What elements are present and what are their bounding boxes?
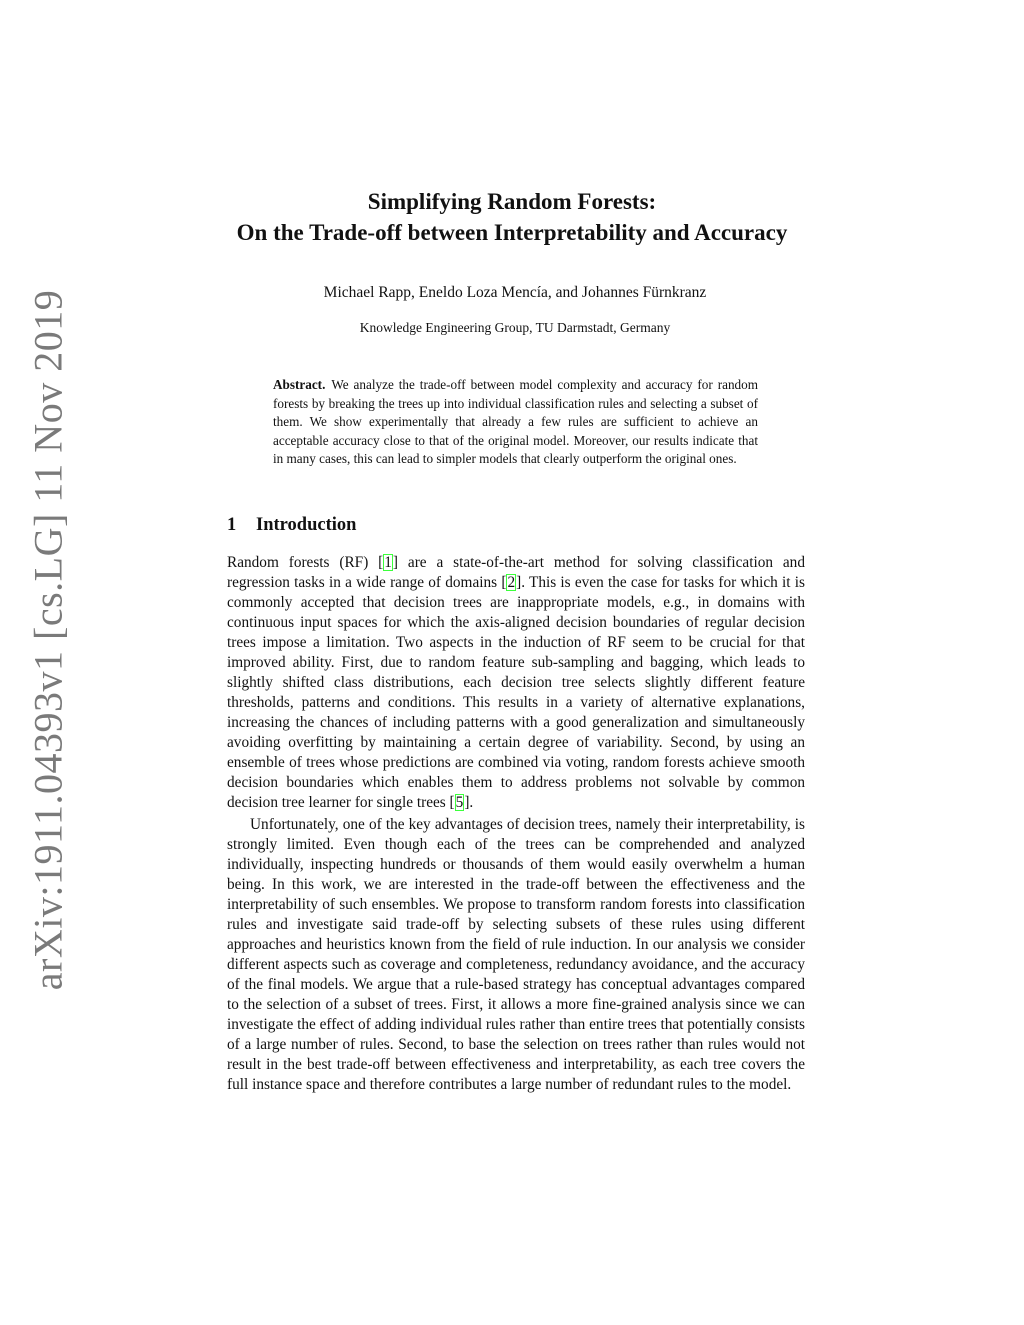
section-number: 1 (227, 515, 237, 535)
paragraph-text: ]. This is even the case for tasks for which it is commonly accepted that decision trees are inappropriate models, e.g., in domains with continuous input spaces for which the axis-aligned decision boundaries of regular decision trees impose a limitation. Two aspects in the induction of RF seem to be crucial for that improved ability. First, due to random feature sub-sampling and bagging, which leads to slightly shifted class distributions, each decision tree selects slightly different feature thresholds, patterns and conditions. This results in a variety of alternative explanations, increasing the chances of including patterns with a good generalization and simultaneously avoiding overfitting by maintaining a certain degree of variability. Second, by using an ensemble of trees whose predictions are combined via voting, random forests achieve smooth decision boundaries which enables them to address problems not solvable by common decision tree learner for single trees [ (227, 574, 805, 811)
affiliation: Knowledge Engineering Group, TU Darmstadt, Germany (359, 320, 671, 335)
paragraph: Unfortunately, one of the key advantages of decision trees, namely their interpretability, is strongly limited. Even though each of the trees can be comprehended and analyzed individually, inspecting hundreds or thousands of them would easily overwhelm a human being. In this work, we are interested in the trade-off between the effectiveness and the interpretability of such ensembles. We propose to transform random forests into classification rules and investigate said trade-off by selecting subsets of these rules using different approaches and heuristics known from the field of rule induction. In our analysis we consider different aspects such as coverage and completeness, redundancy avoidance, and the accuracy of the final models. We argue that a rule-based strategy has conceptual advantages compared to the selection of a subset of trees. First, it allows a more fine-grained analysis since we can investigate the effect of adding individual rules rather than entire trees that potentially consists of a large number of rules. Second, to base the selection on trees rather than rules would not result in the best trade-off between effectiveness and interpretability, as each tree covers the full instance space and therefore contributes a large number of redundant rules to the model. (227, 816, 805, 1093)
section-title: Introduction (256, 515, 357, 535)
author-list: Michael Rapp, Eneldo Loza Mencía, and Johannes Fürnkranz (323, 284, 707, 301)
paper-title-line-1: Simplifying Random Forests: (367, 189, 657, 214)
paper-title (0, 186, 1024, 248)
paragraph-text: ] are a state-of-the-art method for solving classification and regression tasks in a wide range of domains [ (227, 554, 805, 591)
citation-link[interactable]: 5 (455, 794, 464, 811)
paragraph-text: ]. (464, 794, 474, 811)
paper-title-line-2: On the Trade-off between Interpretability and Accuracy (236, 220, 788, 245)
paragraph-text: Random forests (RF) [ (227, 554, 384, 571)
section-heading (227, 515, 356, 536)
arxiv-identifier-stamp: arXiv:1911.04393v1 [cs.LG] 11 Nov 2019 (25, 289, 71, 991)
citation-link[interactable]: 2 (507, 574, 516, 591)
abstract-label: Abstract. (273, 377, 326, 392)
abstract (273, 376, 758, 469)
paragraph (227, 553, 805, 813)
body-text (227, 553, 805, 1095)
abstract-text: We analyze the trade-off between model complexity and accuracy for random forests by breaking the trees up into individual classification rules and selecting a subset of them. We show experimentally that already a few rules are sufficient to achieve an acceptable accuracy close to that of the original model. Moreover, our results indicate that in many cases, this can lead to simpler models that clearly outperform the original ones. (273, 377, 758, 466)
citation-link[interactable]: 1 (384, 554, 392, 571)
